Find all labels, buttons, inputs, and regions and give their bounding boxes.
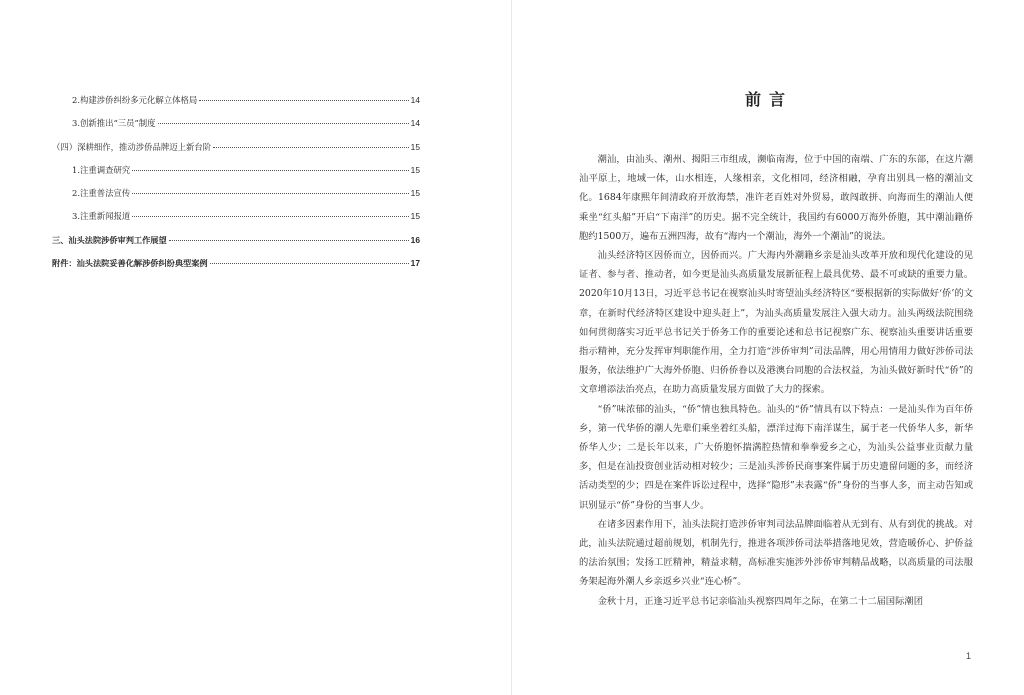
page-number: 1 <box>966 651 972 661</box>
preface-paragraph: “侨”味浓郁的汕头，“侨”情也独具特色。汕头的“侨”情具有以下特点：一是汕头作为百年侨乡，第一代华侨的潮人先辈们乘坐着红头船，漂洋过海下南洋谋生，属于老一代侨华人多，新华侨华人少；二是长年以来，广大侨胞怀揣满腔热情和拳拳爱乡之心，为汕头公益事业贡献力量多，但是在汕投资创业活动相对较少；三是汕头涉侨民商事案件属于历史遗留问题的多，而经济活动类型的少；四是在案件诉讼过程中，选择“隐形”未表露“侨”身份的当事人多，而主动告知或识别显示“侨”身份的当事人少。 <box>579 403 973 511</box>
preface-body <box>579 150 973 611</box>
toc-dot-leader <box>132 216 408 217</box>
toc-entry-page: 14 <box>410 95 420 105</box>
preface-paragraph: 金秋十月，正逢习近平总书记亲临汕头视察四周年之际，在第二十二届国际潮团 <box>597 595 923 607</box>
toc-entry-page: 15 <box>410 211 420 222</box>
toc-entry-title: 附件：汕头法院妥善化解涉侨纠纷典型案例 <box>52 258 208 269</box>
preface-paragraph: 汕头经济特区因侨而立，因侨而兴。广大海内外潮籍乡亲是汕头改革开放和现代化建设的见证者、参与者、推动者，如今更是汕头高质量发展新征程上最具优势、最不可或缺的重要力量。2020年10月13日，习近平总书记在视察汕头时寄望汕头经济特区“要根据新的实际做好‘侨’的文章，在新时代经济特区建设中迎头赶上”，为汕头高质量发展注入强大动力。汕头两级法院围绕如何贯彻落实习近平总书记关于侨务工作的重要论述和总书记视察广东、视察汕头重要讲话重要指示精神，充分发挥审判职能作用，全力打造“涉侨审判”司法品牌，用心用情用力做好涉侨司法服务，依法维护广大海外侨胞、归侨侨眷以及港澳台同胞的合法权益，为汕头做好新时代“侨”的文章增添法治亮点，在助力高质量发展方面做了大力的探索。 <box>579 250 973 396</box>
preface-paragraph: 潮汕，由汕头、潮州、揭阳三市组成，濒临南海，位于中国的南端、广东的东部，在这片潮汕平原上，地域一体，山水相连，人缘相亲，文化相同，经济相融，孕育出别具一格的潮汕文化。1684年康熙年间清政府开放海禁，准许老百姓对外贸易，敢闯敢拼、向海而生的潮汕人便乘坐“红头船”开启“下南洋”的历史。据不完全统计，我国约有6000万海外侨胞，其中潮汕籍侨胞约1500万，遍布五洲四海，故有“海内一个潮汕，海外一个潮汕”的说法。 <box>579 154 973 242</box>
toc-entry-title: 1.注重调查研究 <box>72 164 131 175</box>
toc-entry[interactable] <box>52 252 420 275</box>
toc-entry-page: 15 <box>410 188 420 199</box>
toc-dot-leader <box>132 170 408 171</box>
toc-entry[interactable] <box>52 159 420 182</box>
preface-paragraph: 在诸多因素作用下，汕头法院打造涉侨审判司法品牌面临着从无到有、从有到优的挑战。对此，汕头法院通过超前规划，机制先行，推进各项涉侨司法举措落地见效，营造暖侨心、护侨益的法治氛围；发扬工匠精神，精益求精，高标准实施涉外涉侨审判精品战略，以高质量的司法服务架起海外潮人乡亲返乡兴业“连心桥”。 <box>579 518 973 588</box>
table-of-contents <box>52 89 420 275</box>
toc-entry[interactable] <box>52 112 420 135</box>
toc-entry[interactable] <box>52 182 420 205</box>
toc-dot-leader <box>132 193 408 194</box>
toc-entry-title: 2.构建涉侨纠纷多元化解立体格局 <box>72 95 198 105</box>
toc-entry-title: 3.创新推出“三员”制度 <box>72 118 156 129</box>
toc-dot-leader <box>210 263 409 264</box>
toc-entry-page: 15 <box>410 141 420 152</box>
toc-entry-title: 3.注重新闻报道 <box>72 211 131 222</box>
toc-dot-leader <box>158 123 409 124</box>
toc-entry[interactable] <box>52 136 420 159</box>
toc-entry-page: 17 <box>410 258 420 269</box>
toc-entry-title: （四）深耕细作，推动涉侨品牌迈上新台阶 <box>52 141 212 152</box>
toc-entry[interactable] <box>52 89 420 112</box>
toc-dot-leader <box>199 100 408 101</box>
toc-entry[interactable] <box>52 205 420 228</box>
toc-entry-page: 16 <box>410 234 420 245</box>
toc-entry-title: 三、汕头法院涉侨审判工作展望 <box>52 234 167 245</box>
toc-entry-page: 15 <box>410 164 420 175</box>
toc-entry[interactable] <box>52 229 420 252</box>
toc-dot-leader <box>169 240 409 241</box>
toc-dot-leader <box>213 147 409 148</box>
toc-entry-title: 2.注重普法宣传 <box>72 188 131 199</box>
toc-entry-page: 14 <box>410 118 420 129</box>
preface-title: 前言 <box>745 90 794 109</box>
